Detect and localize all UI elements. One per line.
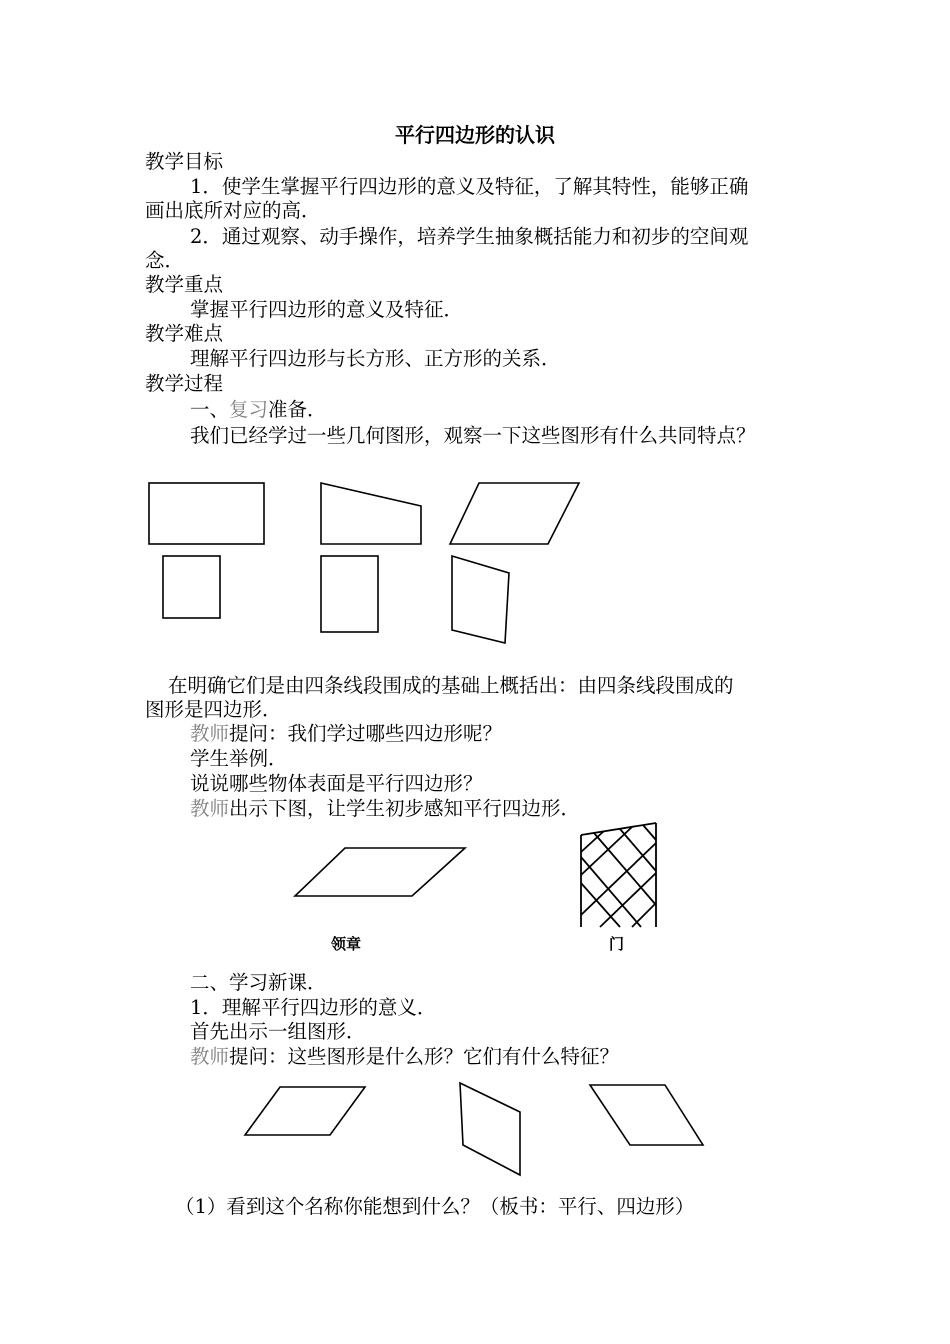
section-heading-objectives: 教学目标 xyxy=(145,150,224,173)
caption-door: 门 xyxy=(609,935,625,953)
caption-badge: 领章 xyxy=(331,935,362,953)
students-give-examples: 学生举例． xyxy=(190,747,288,770)
tall-rectangle-shape xyxy=(321,556,378,632)
section-heading-difficulties: 教学难点 xyxy=(145,322,224,345)
teacher-question-2-text: 提问：这些图形是什么形？它们有什么特征？ xyxy=(229,1045,620,1068)
key-point-text: 掌握平行四边形的意义及特征． xyxy=(190,298,464,321)
question-objects: 说说哪些物体表面是平行四边形？ xyxy=(190,772,483,795)
review-heading xyxy=(190,398,327,422)
teacher-question-1-text: 提问：我们学过哪些四边形呢？ xyxy=(229,722,503,745)
parallelogram-shape xyxy=(450,483,579,544)
door-lattice-shape xyxy=(581,823,656,927)
badge-parallelogram-shape xyxy=(295,848,465,896)
teacher-label: 教师 xyxy=(190,797,230,820)
parallelogram-3-shape xyxy=(590,1085,703,1145)
objective-2-line2: 念． xyxy=(145,249,185,272)
door-figure xyxy=(570,815,670,935)
question-name-association: （1）看到这个名称你能想到什么？（板书：平行、四边形） xyxy=(175,1195,695,1218)
rectangle-shape xyxy=(149,483,264,544)
summary-line2: 图形是四边形． xyxy=(145,698,282,721)
new-lesson-heading: 二、学习新课． xyxy=(190,971,327,994)
review-question: 我们已经学过一些几何图形，观察一下这些图形有什么共同特点？ xyxy=(190,424,756,447)
section-heading-process: 教学过程 xyxy=(145,372,224,395)
summary-line1: 在明确它们是由四条线段围成的基础上概括出：由四条线段围成的 xyxy=(168,674,734,697)
difficulty-text: 理解平行四边形与长方形、正方形的关系． xyxy=(190,347,561,370)
page-title: 平行四边形的认识 xyxy=(395,123,555,147)
parallelogram-2-shape xyxy=(460,1083,520,1175)
trapezoid-shape xyxy=(321,483,421,544)
objective-1-line1: 1．使学生掌握平行四边形的意义及特征，了解其特性，能够正确 xyxy=(190,175,749,198)
badge-figure xyxy=(290,840,470,900)
new-lesson-show-group: 首先出示一组图形． xyxy=(190,1020,366,1043)
teacher-question-2 xyxy=(190,1045,619,1069)
parallelogram-1-shape xyxy=(245,1087,365,1135)
tilted-parallelogram-shape xyxy=(452,556,509,643)
teacher-show-figure xyxy=(190,797,580,821)
teacher-label: 教师 xyxy=(190,1045,230,1068)
objective-1-line2: 画出底所对应的高． xyxy=(145,199,321,222)
quadrilaterals-figure xyxy=(140,470,600,660)
objective-2-line1: 2．通过观察、动手操作，培养学生抽象概括能力和初步的空间观 xyxy=(190,225,749,248)
parallelograms-group-figure xyxy=(235,1075,735,1185)
review-heading-link: 复习 xyxy=(229,398,269,421)
square-shape xyxy=(163,556,220,618)
teacher-show-figure-text: 出示下图，让学生初步感知平行四边形． xyxy=(229,797,581,820)
section-heading-key-points: 教学重点 xyxy=(145,273,224,296)
teacher-label: 教师 xyxy=(190,722,230,745)
teacher-question-1 xyxy=(190,722,502,746)
review-heading-suffix: 准备． xyxy=(268,398,327,421)
new-lesson-item1: 1．理解平行四边形的意义． xyxy=(190,996,437,1019)
review-heading-prefix: 一、 xyxy=(190,398,230,421)
